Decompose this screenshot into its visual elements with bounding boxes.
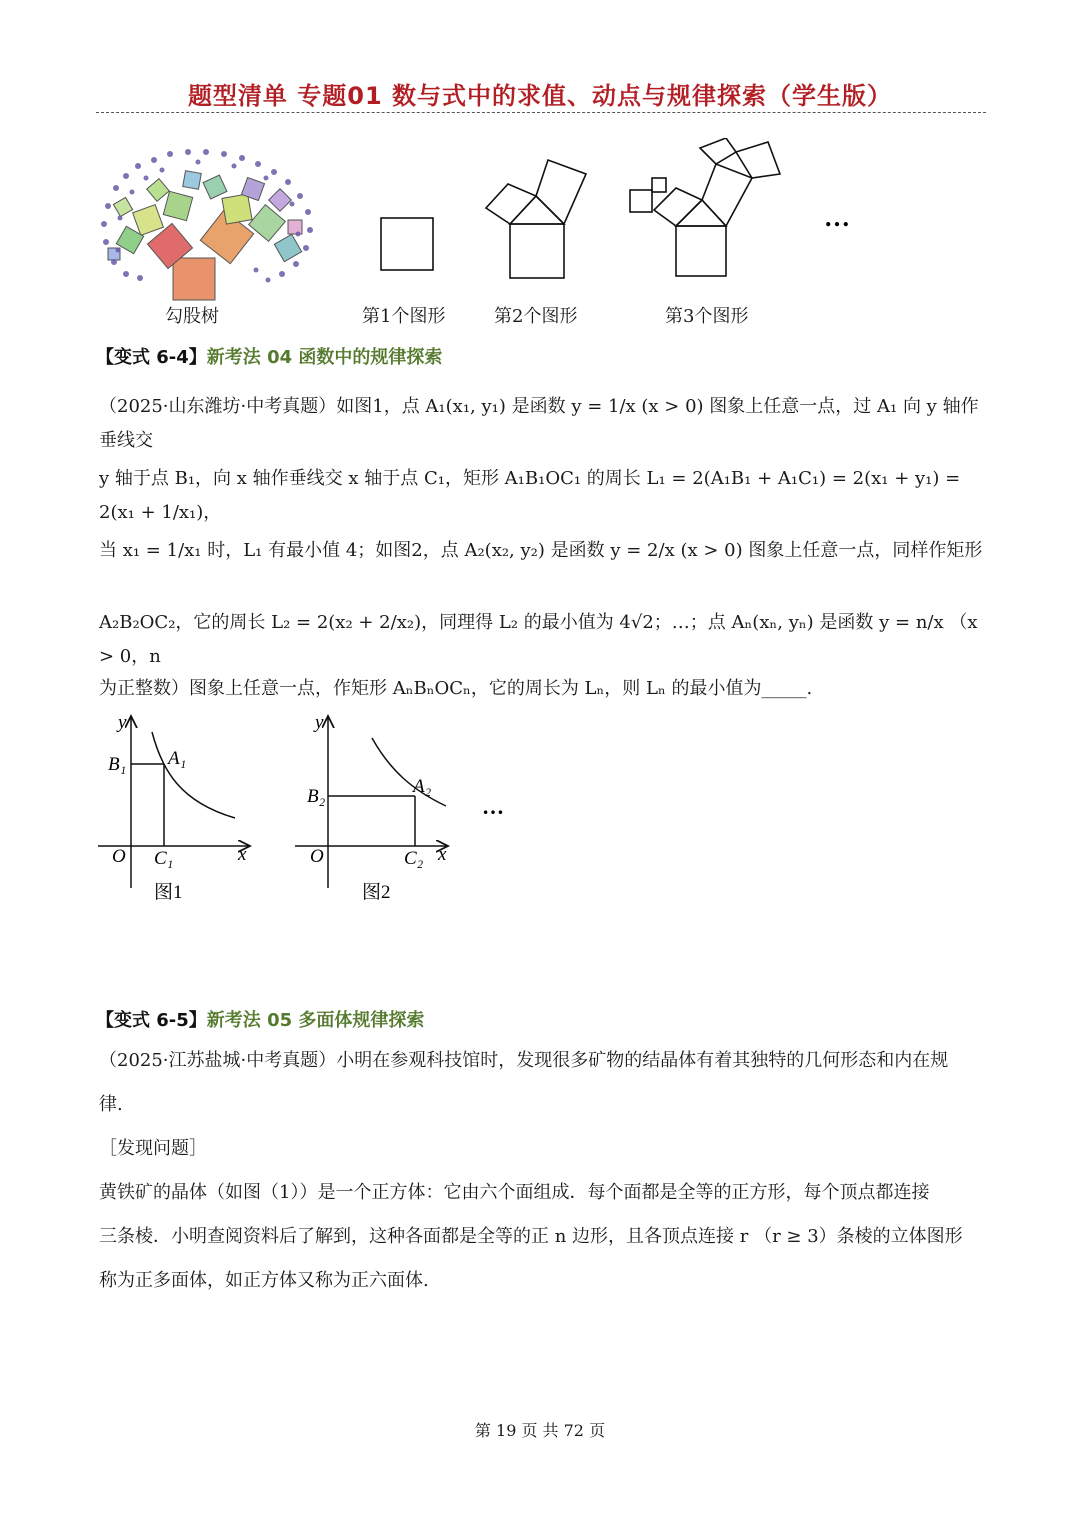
section-6-4-tag: 新考法 04 函数中的规律探索 <box>206 347 443 368</box>
page-footer: 第 19 页 共 72 页 <box>474 1421 606 1440</box>
page-title: 题型清单 专题01 数与式中的求值、动点与规律探索（学生版） <box>187 82 893 110</box>
fig1-b-label: B₁ <box>108 754 127 775</box>
fig2-a-label: A₂ <box>413 776 432 797</box>
shape-3 <box>630 138 780 276</box>
fig2-caption: 图2 <box>362 882 391 903</box>
label-pythagoras-tree: 勾股树 <box>165 306 219 327</box>
fig2-x-label: x <box>438 844 447 865</box>
label-shape-2: 第2个图形 <box>494 306 578 327</box>
fig2-y-label: y <box>315 712 324 733</box>
problem-6-5-para-3b: 三条棱．小明查阅资料后了解到，这种各面都是全等的正 n 边形，且各顶点连接 r （r ≥ 3）条棱的立体图形 <box>99 1226 963 1247</box>
function-graphs <box>90 710 530 910</box>
section-6-4-number: 【变式 6-4】 <box>96 347 207 368</box>
fig2-origin-label: O <box>310 846 324 867</box>
problem-6-4-line-2: y 轴于点 B₁，向 x 轴作垂线交 x 轴于点 C₁，矩形 A₁B₁OC₁ 的周长 L₁ = 2(A₁B₁ + A₁C₁) = 2(x₁ + y₁) = 2(x₁ + 1/x₁)， <box>99 468 961 524</box>
shape-1-square <box>381 218 433 270</box>
fig2-c-label: C₂ <box>404 848 424 869</box>
problem-6-5-para-3c: 称为正多面体，如正方体又称为正六面体. <box>99 1270 429 1291</box>
pythagoras-tree-image <box>101 149 313 300</box>
fig1-c-label: C₁ <box>154 848 174 869</box>
problem-6-4-line-4: A₂B₂OC₂，它的周长 L₂ = 2(x₂ + 2/x₂)，同理得 L₂ 的最小值为 4√2；…；点 Aₙ(xₙ, yₙ) 是函数 y = n/x （x > 0，n <box>99 612 978 668</box>
shape-2 <box>486 160 586 278</box>
section-6-5-number: 【变式 6-5】 <box>96 1010 207 1031</box>
fig1-y-label: y <box>118 712 127 733</box>
label-shape-1: 第1个图形 <box>362 306 446 327</box>
problem-6-5-para-1b: 律. <box>99 1094 123 1115</box>
problem-6-4-line-5: 为正整数）图象上任意一点，作矩形 AₙBₙOCₙ，它的周长为 Lₙ，则 Lₙ 的最小值为_____. <box>99 678 813 699</box>
section-6-5-heading <box>96 1006 424 1032</box>
fig1-caption: 图1 <box>154 882 183 903</box>
fig1-x-label: x <box>238 844 247 865</box>
section-6-4-heading <box>96 343 442 369</box>
problem-6-4-line-1: （2025·山东潍坊·中考真题）如图1，点 A₁(x₁, y₁) 是函数 y = 1/x (x > 0) 图象上任意一点，过 A₁ 向 y 轴作垂线交 <box>99 396 979 452</box>
fig1-origin-label: O <box>112 846 126 867</box>
header-divider <box>96 112 986 113</box>
label-shape-3: 第3个图形 <box>665 306 749 327</box>
section-6-5-tag: 新考法 05 多面体规律探索 <box>206 1010 425 1031</box>
problem-6-4-line-3: 当 x₁ = 1/x₁ 时，L₁ 有最小值 4；如图2，点 A₂(x₂, y₂) 是函数 y = 2/x (x > 0) 图象上任意一点，同样作矩形 <box>99 540 983 561</box>
sequence-ellipsis: … <box>824 203 850 232</box>
graphs-ellipsis: … <box>482 794 504 819</box>
fig2-b-label: B₂ <box>307 786 326 807</box>
fig1-a-label: A₁ <box>168 748 187 769</box>
problem-6-5-para-3a: 黄铁矿的晶体（如图（1））是一个正方体：它由六个面组成．每个面都是全等的正方形，每个顶点都连接 <box>99 1182 930 1203</box>
problem-6-5-discover-heading: ［发现问题］ <box>99 1138 207 1159</box>
problem-6-5-para-1a: （2025·江苏盐城·中考真题）小明在参观科技馆时，发现很多矿物的结晶体有着其独特的几何形态和内在规 <box>99 1050 949 1071</box>
